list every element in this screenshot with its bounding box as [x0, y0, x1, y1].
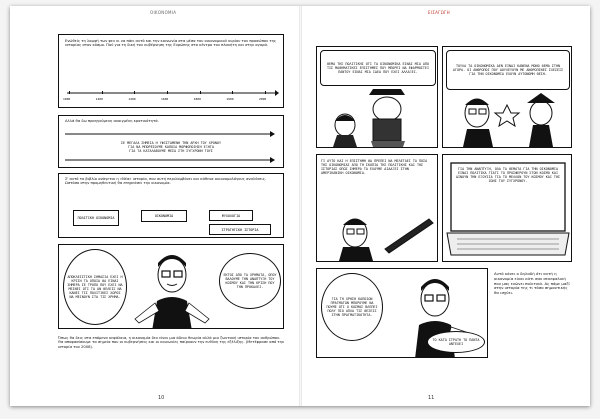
jar-scene-drawing [325, 87, 435, 147]
timeline-tick [69, 91, 70, 94]
timeline-year-label: 2000 [259, 97, 267, 101]
disciplines-caption: Σ' αυτό το βιβλίο ανάγεται η «Νέα» ιστορία, που αυτή περιλαμβάνει και κάθενα οικονομολόγους αναλύσεις. Ωστόσο στην προμηθευτική θα επηρεάσει την οικονομία. [65, 177, 267, 186]
timeline-tick [134, 91, 135, 94]
book-gutter [299, 6, 302, 406]
laptop-panel [442, 154, 572, 262]
arrows-box-line-1: ΣΕ ΜΕΓΑΛΑ ΣΗΜΕΙΑ Η ΥΦΙΣΤΑΜΕΝΗ ΤΗΝ ΑΡΧΗ ΤΟΥ ΧΡΟΝΟΥ [120, 141, 222, 145]
timeline-year-label: 1200 [95, 97, 103, 101]
timeline-tick [232, 91, 233, 94]
left-running-header: ΟΙΚΟΝΟΜΙΑ [150, 10, 177, 15]
character-panel-left [58, 244, 284, 329]
jar-character-panel [316, 46, 438, 148]
strategic-history-box: ΣΤΡΑΤΗΓΙΚΗ ΙΣΤΟΡΙΑ [209, 224, 271, 235]
punch-scene-drawing [449, 91, 567, 147]
right-page-number: 11 [428, 395, 435, 401]
arrows-caption: Αλλά θα δω προηγούμενη ανοιγμένη κρατικότητά. [65, 119, 159, 123]
pen-writing-panel [316, 154, 438, 262]
punch-panel-caption: ΤΟΥΛΑ ΤΑ ΟΙΚΟΝΟΜΙΚΑ ΔΕΝ ΕΙΝΑΙ ΚΑΝΕΝΑ ΜΟΝΟ ΘΕΜΑ ΣΤΗΝ ΑΓΟΡΑ. ΟΙ ΑΝΘΡΩΠΟΙ ΠΟΥ ΔΟΥΛΕΥΟΥΝ ΜΕ ΑΝΘΡΩΠΙΝΕΣ ΣΧΕΣΕΙΣ ΓΙΑ ΤΗΝ ΟΙΚΟΝΟΜΙΑ ΕΧΟΥΝ ΑΥΤΟΝΟΜΗ ΘΕΣΗ. [446, 50, 570, 90]
pen-panel-caption: ΓΙ ΑΥΤΟ ΚΑΙ Η ΕΠΙΣΤΗΜΗ ΘΑ ΠΡΕΠΕΙ ΝΑ ΜΕΛΕΤΑΕΙ ΤΑ ΠΟΣΑ ΤΗΣ ΟΙΚΟΝΟΜΙΑΣ ΑΠΟ ΤΗ ΣΚΟΠΙΑ ΤΗΣ ΠΟΛΙΤΙΚΗΣ ΚΑΙ ΤΗΣ ΙΣΤΟΡΙΑΣ ΟΠΩΣ ΣΗΜΕΡΑ ΤΑ ΕΧΟΥΜΕ ΔΙΔΑΞΕΙ ΣΤΗΝ ΑΜΕΡΙΚΑΝΙΚΗ ΟΙΚΟΝΟΜΙΑ. [321, 159, 428, 175]
speech-bubble-left: ΑΠΟΚΛΕΙΣΤΙΚΗ ΣΗΜΑΣΙΑ ΕΧΕΙ Η ΚΡΙΣΗ ΤΑ ΟΠΟΙΑ ΘΑ ΕΙΝΑΙ ΣΗΜΕΡΑ ΣΕ ΤΡΟΠΟ ΠΟΥ ΕΧΕΙ ΝΑ ΜΕΙΝΕΙ ΟΤΙ ΤΑ ΑΝ ΘΕΛΕΙΣ ΝΑ ΚΑΝΕΙ ΤΙΣ ΠΟΛΙΤΙΚΕΣ ΧΩΡΟΣ ΝΑ ΜΕΙΝΟΥΝ ΣΤΑ ΤΙΣ ΧΡΗΜΑ. [63, 249, 127, 325]
arrows-box-line-2: ΓΙΑ ΝΑ ΜΠΟΡΕΣΟΥΜΕ ΚΑΠΟΙΑ ΜΟΡΦΟΠΟΙΗΣΗ ΕΞΗΓΑ [128, 145, 214, 149]
punch-scene-panel [442, 46, 572, 148]
timeline-year-label: 1600 [161, 97, 169, 101]
disciplines-panel [58, 173, 284, 238]
arrows-panel [58, 115, 284, 168]
jar-panel-caption: ΘΕΜΑ ΤΗΣ ΠΟΛΙΤΙΚΗΣ ΟΤΙ ΤΑ ΟΙΚΟΝΟΜΙΚΑ ΕΙΝΑΙ ΜΙΑ ΑΠΟ ΤΙΣ ΜΑΘΗΜΑΤΙΚΕΣ ΕΠΙΣΤΗΜΕΣ ΠΟΥ ΜΠΟΡΕΙ ΝΑ ΕΦΑΡΜΟΣΤΕΙ ΠΑΝΤΟΥ ΕΙΝΑΙ ΜΙΑ ΙΔΕΑ ΠΟΥ ΕΧΕΙ ΑΛΛΑΞΕΙ. [320, 50, 436, 86]
timeline-year-label: 1400 [128, 97, 136, 101]
speech-bubble-right-page-small: ΤΟ ΚΑΤΩ ΣΤΡΑΤΗ ΤΟ ΠΑΝΤΑ ΑΝΤΕΧΕΙ [427, 331, 485, 353]
laptop-screen-text: ΓΙΑ ΤΗΝ ΑΝΑΠΤΥΞΗ, ΟΛΑ ΤΑ ΘΕΜΑΤΑ ΓΙΑ ΤΗΝ ΟΙΚΟΝΟΜΙΑ ΕΙΝΑΙ ΠΟΛΙΤΙΚΑ ΓΙΑΤΙ ΤΟ ΠΡΟΣΦΕΡΟΥΝ ΣΤΟΝ ΚΟΣΜΟ ΚΑΙ ΔΙΝΟΥΝ ΤΗΝ ΕΞΟΥΣΙΑ ΓΙΑ ΤΟ ΜΕΛΛΟΝ ΤΟΥ ΚΟΣΜΟΥ ΚΑΙ ΤΗΣ ΖΩΗΣ ΤΟΥ ΣΥΓΧΡΟΝΟΥ. [455, 167, 561, 183]
timeline-tick [102, 91, 103, 94]
closing-paragraph: Όπως θα δεις στα επόμενα κεφάλαια, η οικονομία δεν είναι μια άδεια θεωρία αλλά μια ζωντανή ιστορία του ανθρώπου. Θα αποφασίσουμε τα σημεία που οι κυβερνήσεις και οι κοινωνίες παίρνουν την ευθύνη της εξέλιξης. (Μετέφρασε από την ιστορία του 2008). [58, 336, 285, 349]
timeline-year-label: 1000 [63, 97, 71, 101]
intro-paragraph: Ενώθείς τη λαμψή των φευ κι να πάει αυτό και την κοινωνία στα μέσα του οικονομικού κυρίου του προσώπου της ιστορίας στον κόσμο. Πού για τη δική του κυβέρνηση της Ευρώπης στο κέντρο του πλανήτη και στην αγορά. [65, 39, 277, 48]
left-page-number: 10 [158, 395, 165, 401]
political-economy-box: ΠΟΛΙΤΙΚΗ ΟΙΚΟΝΟΜΙΑ [73, 210, 119, 226]
timeline-tick [167, 91, 168, 94]
timeline-tick [200, 91, 201, 94]
arrows-box-line-3: ΓΙΑ ΤΑ ΚΑΤΑΛΑΒΟΥΜΕ ΜΕΣΑ ΣΤΗ ΣΥΓΧΡΟΝΗ ΤΟΥΣ [129, 149, 213, 153]
timeline-tick [265, 91, 266, 94]
speech-bubble-right-page-left: ΓΙΑ ΤΗ ΧΡΗΣΗ ΚΑΠΟΙΩΝ ΠΡΑΓΜΑΤΩΝ ΜΠΟΡΟΥΜΕ ΝΑ ΠΟΥΜΕ ΟΤΙ Ο ΚΟΣΜΟΣ ΒΛΕΠΕΙ ΠΟΛΥ ΠΙΟ ΑΠΛΑ ΤΙΣ ΘΕΣΕΙΣ ΣΤΗΝ ΠΡΑΓΜΑΤΙΚΟΤΗΤΑ. [321, 273, 383, 341]
closing-text-right: Αυτό κάνει ο δηλαδή ότι αυτή η οικονομία είναι κάτι σαν σεκεφαλική που μας ενώνει πολιτικά. Ας πάμε μαζί στην ιστορία της τι τόσο σημαντικής θα ισχύει. [494, 271, 570, 296]
arrows-box-text [81, 138, 261, 156]
timeline-year-label: 1800 [193, 97, 201, 101]
pen-scene-drawing [325, 213, 435, 261]
book-spread [10, 6, 590, 406]
character-narrator-drawing [127, 251, 217, 329]
timeline-year-label: 1900 [226, 97, 234, 101]
psychology-box: ΨΥΧΟΛΟΓΙΑ [209, 210, 253, 221]
speech-bubble-right: ΕΚΤΟΣ ΑΠΟ ΤΑ ΧΡΗΜΑΤΑ, ΟΠΟΥ ΒΑΛΟΥΜΕ ΤΗΝ ΑΝΑΠΤΥΞΗ ΤΟΥ ΚΟΣΜΟΥ ΚΑΙ ΤΗΝ ΚΡΙΣΗ ΠΟΥ ΤΗΝ ΠΡΟΚΑΛΕΙ. [219, 253, 281, 309]
character-panel-right [316, 268, 488, 358]
intro-timeline-panel [58, 34, 284, 108]
economy-box: ΟΙΚΟΝΟΜΙΑ [141, 210, 187, 222]
right-running-header: ΕΙΣΑΓΩΓΗ [428, 10, 450, 15]
